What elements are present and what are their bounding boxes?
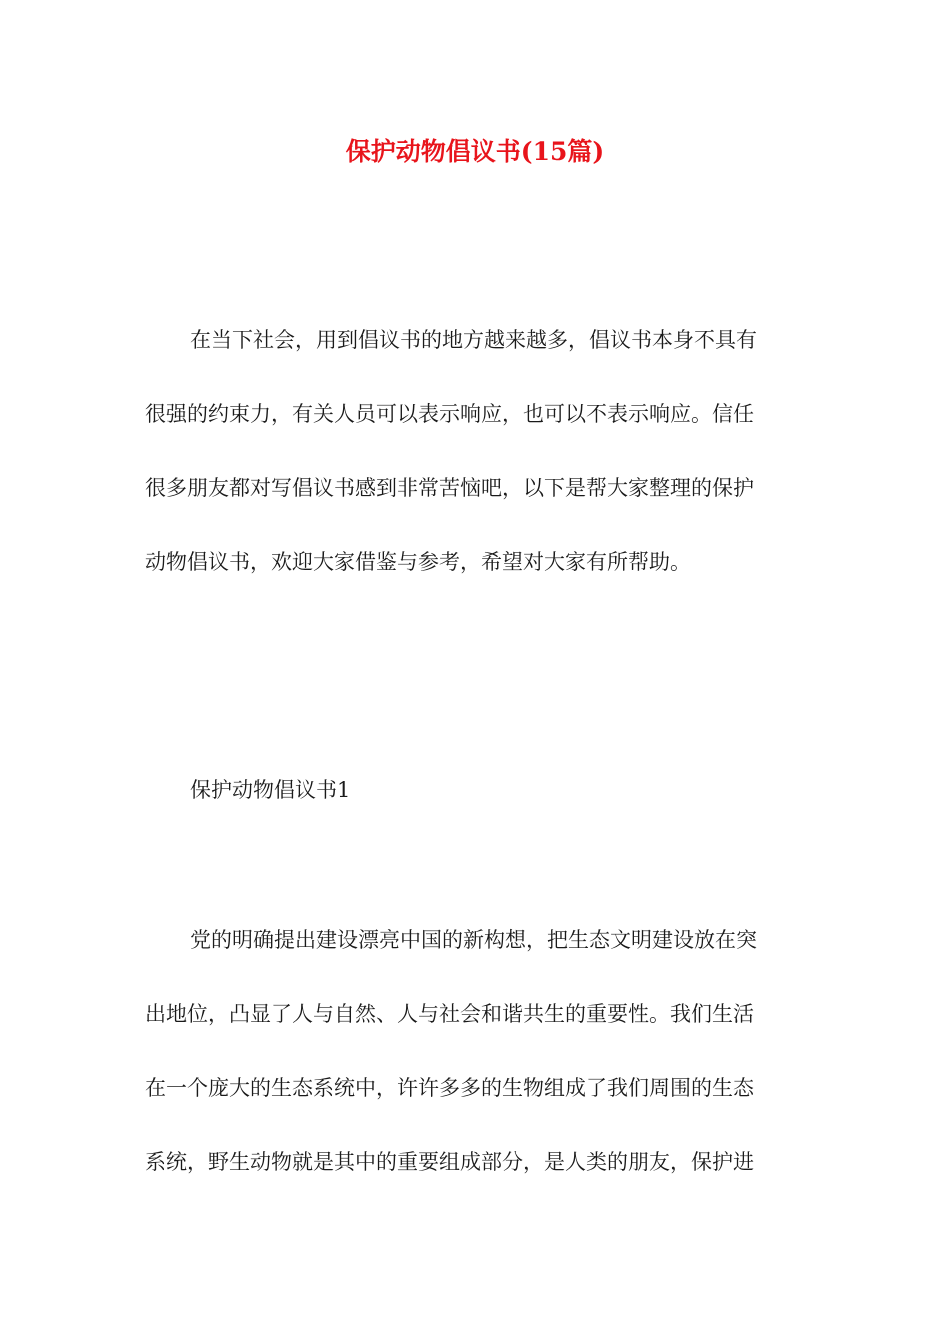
paragraph-line: 出地位，凸显了人与自然、人与社会和谐共生的重要性。我们生活 [145, 1002, 754, 1026]
intro-paragraph [145, 322, 815, 618]
document-title: 保护动物倡议书(15篇) [345, 137, 605, 166]
section-paragraph [145, 922, 815, 1218]
paragraph-line: 党的明确提出建设漂亮中国的新构想，把生态文明建设放在突 [190, 928, 757, 952]
paragraph-line: 动物倡议书，欢迎大家借鉴与参考，希望对大家有所帮助。 [145, 550, 691, 574]
section-heading: 保护动物倡议书1 [190, 778, 351, 802]
paragraph-line: 很多朋友都对写倡议书感到非常苦恼吧，以下是帮大家整理的保护 [145, 476, 754, 500]
paragraph-line: 在当下社会，用到倡议书的地方越来越多，倡议书本身不具有 [190, 328, 757, 352]
paragraph-line: 很强的约束力，有关人员可以表示响应，也可以不表示响应。信任 [145, 402, 754, 426]
paragraph-line: 系统，野生动物就是其中的重要组成部分，是人类的朋友，保护进 [145, 1150, 754, 1174]
paragraph-line: 在一个庞大的生态系统中，许许多多的生物组成了我们周围的生态 [145, 1076, 754, 1100]
